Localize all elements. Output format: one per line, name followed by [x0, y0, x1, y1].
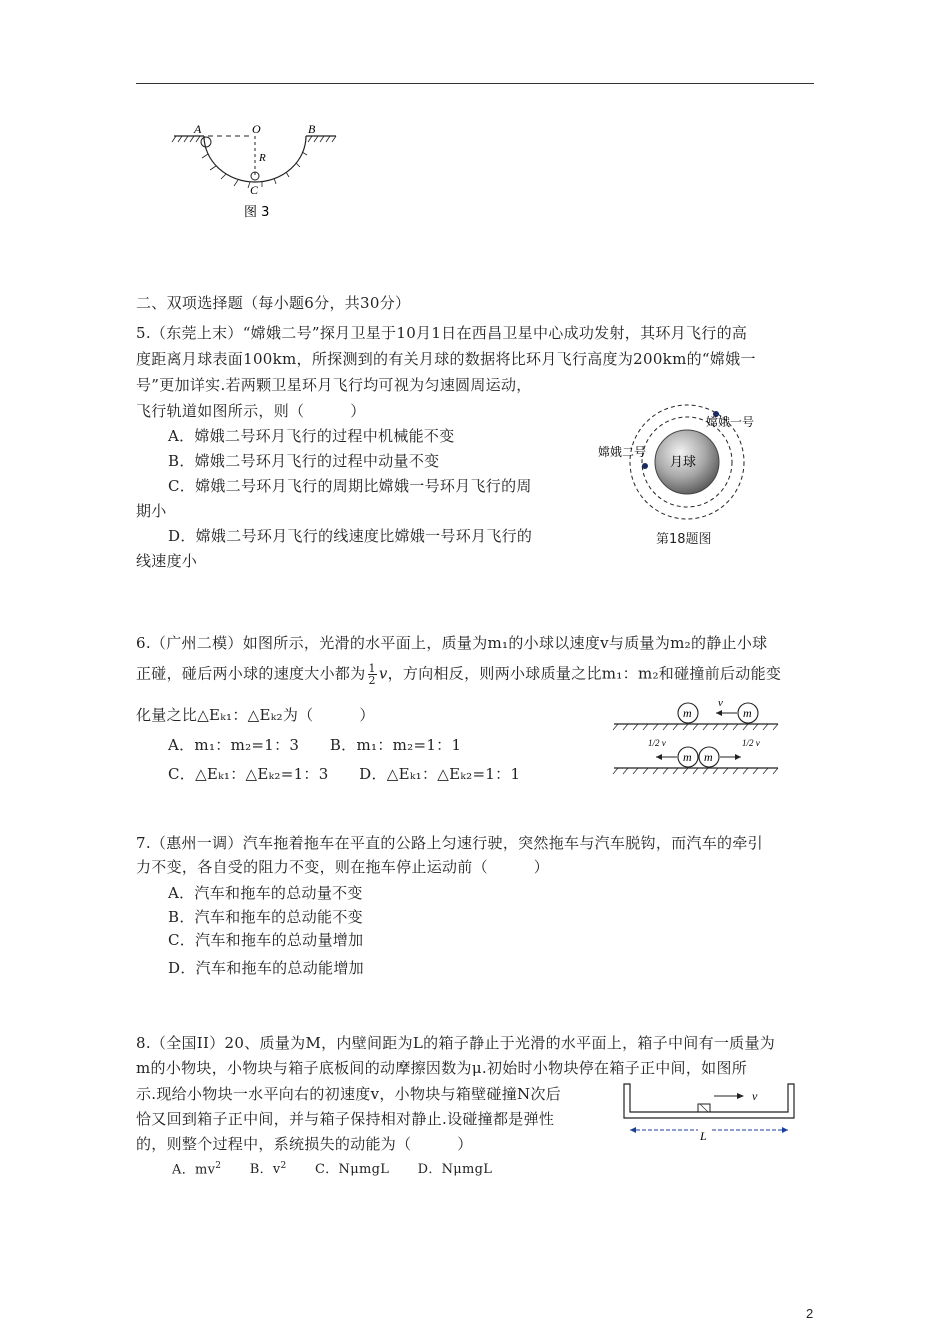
q6-line-2-end: ，方向相反，则两小球质量之比m₁：m₂和碰撞前后动能变 — [387, 664, 782, 683]
figure-box — [618, 1080, 804, 1146]
moon-figure-caption: 第18题图 — [656, 532, 712, 547]
q7-line-1: 7.（惠州一调）汽车拖着拖车在平直的公路上匀速行驶，突然拖车与汽车脱钩，而汽车的牵引 — [136, 834, 763, 852]
q5-option-b: B．嫦娥二号环月飞行的过程中动量不变 — [168, 452, 440, 470]
q7-option-a: A．汽车和拖车的总动量不变 — [168, 884, 363, 902]
q6-line-3: 化量之比△Eₖ₁：△Eₖ₂为（ ） — [136, 706, 375, 724]
figure-3-semicircle-track — [168, 118, 348, 226]
label-c: C — [250, 183, 259, 197]
q8-line-1: 8.（全国II）20、质量为M，内壁间距为L的箱子静止于光滑的水平面上，箱子中间有一质量为 — [136, 1034, 776, 1052]
q8-options — [172, 1156, 492, 1180]
fraction-half — [368, 663, 377, 686]
q8-line-3: 示.现给小物块一水平向右的初速度v，小物块与箱壁碰撞N次后 — [136, 1085, 562, 1103]
q8-option-a: A．mv — [172, 1162, 216, 1178]
q5-option-d-line-1: D．嫦娥二号环月飞行的线速度比嫦娥一号环月飞行的 — [168, 527, 533, 545]
fraction-numerator: 1 — [368, 662, 376, 675]
page-number: 2 — [806, 1306, 814, 1321]
q5-line-3: 号”更加详实.若两颗卫星环月飞行均可视为匀速圆周运动， — [136, 376, 532, 394]
q7-option-d: D．汽车和拖车的总动能增加 — [168, 959, 364, 977]
q8-line-2: m的小物块，小物块与箱子底板间的动摩擦因数为μ.初始时小物块停在箱子正中间，如图所 — [136, 1059, 748, 1077]
q7-option-b: B．汽车和拖车的总动能不变 — [168, 908, 363, 926]
q5-option-c-line-1: C．嫦娥二号环月飞行的周期比嫦娥一号环月飞行的周 — [168, 477, 532, 495]
figure-moon-orbits — [592, 400, 772, 526]
half-v-left: 1/2 v — [648, 738, 666, 748]
velocity-symbol: v — [378, 664, 388, 683]
ball-1-after-label: m — [683, 750, 692, 764]
q8-line-5: 的，则整个过程中，系统损失的动能为（ ） — [136, 1135, 473, 1153]
header-rule — [136, 83, 814, 84]
ball-1-label: m — [683, 706, 692, 720]
sat-2-dot — [642, 463, 648, 469]
q6-line-2 — [136, 663, 781, 686]
q7-line-2: 力不变，各自受的阻力不变，则在拖车停止运动前（ ） — [136, 858, 550, 876]
fraction-denominator: 2 — [368, 674, 376, 687]
q5-line-1: 5.（东莞上末）“嫦娥二号”探月卫星于10月1日在西昌卫星中心成功发射，其环月飞行的高 — [136, 324, 748, 342]
section-2-title: 二、双项选择题（每小题6分，共30分） — [136, 294, 411, 312]
figure-3-caption: 图 3 — [244, 205, 270, 220]
q6-line-1: 6.（广州二模）如图所示，光滑的水平面上，质量为m₁的小球以速度v与质量为m₂的静止小球 — [136, 634, 768, 652]
sat-1-label: 嫦娥一号 — [706, 415, 755, 429]
q8-option-a-exp: 2 — [215, 1161, 222, 1171]
q5-line-2: 度距离月球表面100km，所探测到的有关月球的数据将比环月飞行高度为200km的“嫦娥一 — [136, 350, 756, 368]
q5-line-4: 飞行轨道如图所示，则（ ） — [136, 402, 366, 420]
q5-option-a: A．嫦娥二号环月飞行的过程中机械能不变 — [168, 427, 455, 445]
q6-options-ab: A．m₁：m₂=1：3 B．m₁：m₂=1：1 — [168, 736, 462, 754]
label-r: R — [259, 152, 266, 164]
ball-2-after-label: m — [704, 750, 713, 764]
q6-line-2-start: 正碰，碰后两小球的速度大小都为 — [136, 664, 366, 683]
q8-option-b-exp: 2 — [280, 1161, 287, 1171]
q8-option-d: D．NμmgL — [417, 1162, 493, 1178]
label-b: B — [308, 122, 316, 136]
velocity-label: v — [718, 697, 723, 709]
box-length-label: L — [700, 1129, 707, 1143]
half-v-right: 1/2 v — [742, 738, 760, 748]
q8-option-b: B．v — [249, 1162, 281, 1178]
box-velocity-label: v — [752, 1089, 758, 1103]
q8-option-c: C．NμmgL — [315, 1162, 390, 1178]
label-o: O — [252, 122, 261, 136]
q8-line-4: 恰又回到箱子正中间，并与箱子保持相对静止.设碰撞都是弹性 — [136, 1110, 555, 1128]
moon-label: 月球 — [670, 455, 697, 470]
figure-collision — [610, 694, 782, 780]
q5-option-c-line-2: 期小 — [136, 502, 167, 520]
sat-2-label: 嫦娥二号 — [598, 445, 647, 459]
ball-2-label: m — [743, 706, 752, 720]
label-a: A — [194, 122, 202, 136]
q7-option-c: C．汽车和拖车的总动量增加 — [168, 931, 364, 949]
q5-option-d-line-2: 线速度小 — [136, 552, 198, 570]
q6-options-cd: C．△Eₖ₁：△Eₖ₂=1：3 D．△Eₖ₁：△Eₖ₂=1：1 — [168, 765, 521, 783]
